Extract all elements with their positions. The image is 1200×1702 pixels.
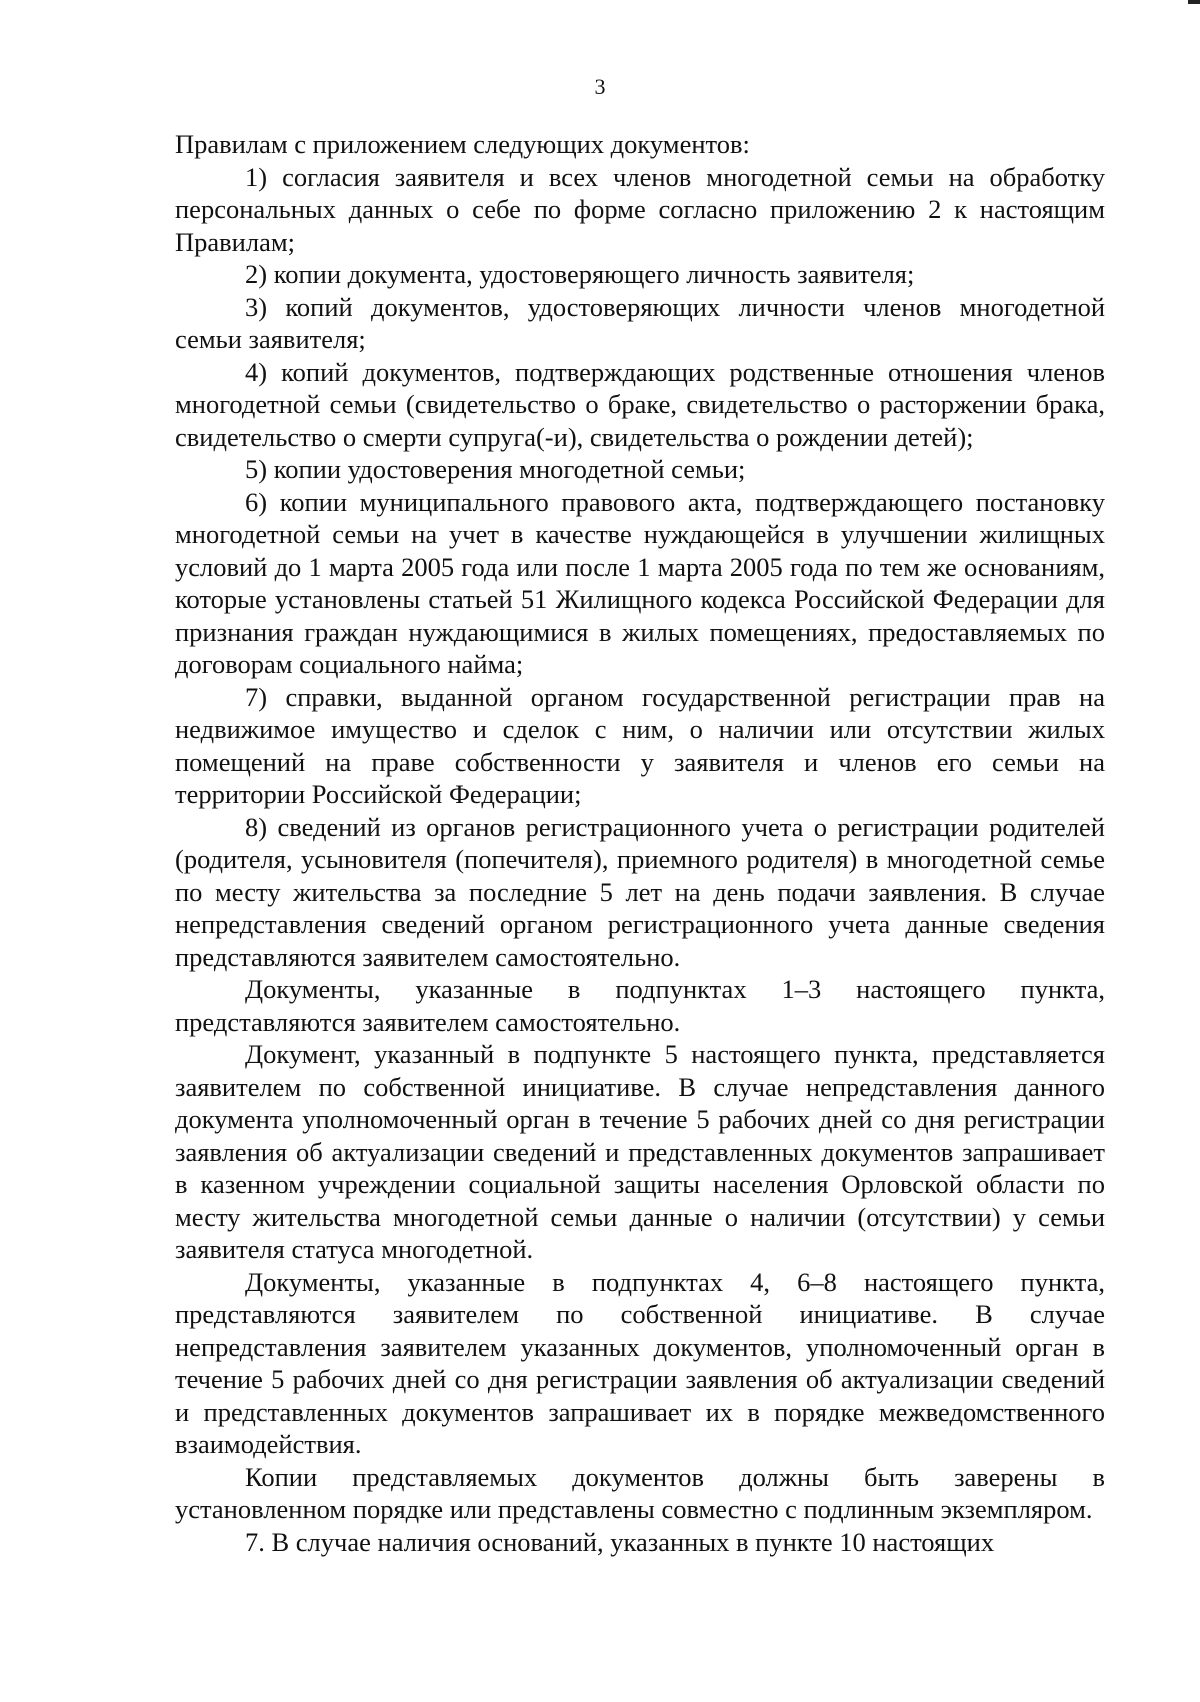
document-body (175, 128, 1105, 1558)
paragraph-doc-5: Документ, указанный в подпункте 5 настоящего пункта, представляется заявителем по собственной инициативе. В случае непредставления данного документа уполномоченный орган в течение 5 рабочих дней со дня регистрации заявления об актуализации сведений и представленных документов запрашивает в казенном учреждении социальной защиты населения Орловской области по месту жительства многодетной семьи данные о наличии (отсутствии) у семьи заявителя статуса многодетной. (175, 1039, 1105, 1264)
page-number: 3 (594, 74, 606, 99)
list-item-5: 5) копии удостоверения многодетной семьи; (245, 454, 746, 484)
paragraph-item-7: 7. В случае наличия оснований, указанных в пункте 10 настоящих (245, 1526, 995, 1557)
list-item-2: 2) копии документа, удостоверяющего личность заявителя; (245, 259, 915, 289)
paragraph-docs-1-3: Документы, указанные в подпунктах 1–3 настоящего пункта, представляются заявителем самостоятельно. (175, 974, 1105, 1037)
list-item-4: 4) копий документов, подтверждающих родственные отношения членов многодетной семьи (свидетельство о браке, свидетельство о расторжении брака, свидетельство о смерти супруга(-и), свидетельства о рождении детей); (175, 356, 1105, 452)
list-item-3: 3) копий документов, удостоверяющих личности членов многодетной семьи заявителя; (175, 291, 1105, 354)
paragraph-docs-4-6-8: Документы, указанные в подпунктах 4, 6–8 настоящего пункта, представляются заявителем по собственной инициативе. В случае непредставления заявителем указанных документов, уполномоченный орган в течение 5 рабочих дней со дня регистрации заявления об актуализации сведений и представленных документов запрашивает их в порядке межведомственного взаимодействия. (175, 1266, 1105, 1459)
scan-edge-mark (1188, 0, 1200, 4)
list-item-6: 6) копии муниципального правового акта, подтверждающего постановку многодетной семьи на учет в качестве нуждающейся в улучшении жилищных условий до 1 марта 2005 года или после 1 марта 2005 года по тем же основаниям, которые установлены статьей 51 Жилищного кодекса Российской Федерации для признания граждан нуждающимися в жилых помещениях, предоставляемых по договорам социального найма; (175, 486, 1105, 679)
list-item-8: 8) сведений из органов регистрационного учета о регистрации родителей (родителя, усыновителя (попечителя), приемного родителя) в многодетной семье по месту жительства за последние 5 лет на день подачи заявления. В случае непредставления сведений органом регистрационного учета данные сведения представляются заявителем самостоятельно. (175, 811, 1105, 972)
list-item-7: 7) справки, выданной органом государственной регистрации прав на недвижимое имущество и сделок с ним, о наличии или отсутствии жилых помещений на праве собственности у заявителя и членов его семьи на территории Российской Федерации; (175, 681, 1105, 809)
paragraph-continuation: Правилам с приложением следующих документов: (175, 129, 750, 159)
paragraph-copies: Копии представляемых документов должны быть заверены в установленном порядке или представлены совместно с подлинным экземпляром. (175, 1461, 1105, 1524)
list-item-1: 1) согласия заявителя и всех членов многодетной семьи на обработку персональных данных о себе по форме согласно приложению 2 к настоящим Правилам; (175, 161, 1105, 257)
